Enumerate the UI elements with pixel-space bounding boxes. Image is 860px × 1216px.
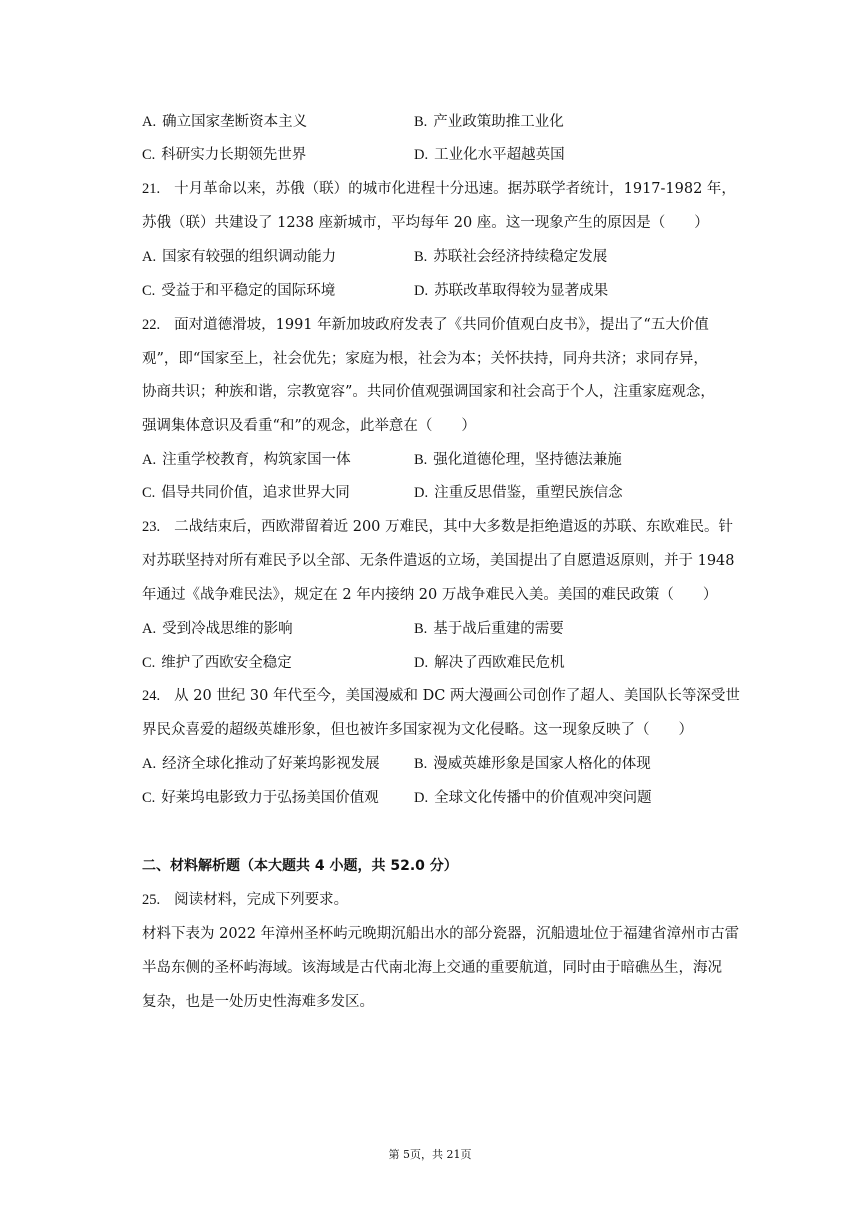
q21-option-d[interactable]: D. 苏联改革取得较为显著成果: [414, 283, 609, 299]
q21-options-row-1: [142, 247, 762, 267]
q24-option-d[interactable]: D. 全球文化传播中的价值观冲突问题: [414, 790, 652, 806]
q23-options-row-1: [142, 619, 762, 639]
q24-option-c[interactable]: C. 好莱坞电影致力于弘扬美国价值观: [142, 790, 379, 806]
q25-material-line-3: 复杂，也是一处历史性海难多发区。: [142, 994, 374, 1010]
q24-option-a[interactable]: A. 经济全球化推动了好莱坞影视发展: [142, 756, 380, 772]
q21-option-b[interactable]: B. 苏联社会经济持续稳定发展: [414, 249, 608, 265]
q23-options-row-2: [142, 653, 762, 673]
q25-material-line-2: 半岛东侧的圣杯屿海域。该海域是古代南北海上交通的重要航道，同时由于暗礁丛生，海况: [142, 960, 722, 976]
q22-option-c[interactable]: C. 倡导共同价值，追求世界大同: [142, 485, 350, 501]
q22-stem-line-1: 22. 面对道德滑坡，1991 年新加坡政府发表了《共同价值观白皮书》，提出了“五大价值: [142, 317, 709, 333]
q22-option-b[interactable]: B. 强化道德伦理，坚持德法兼施: [414, 452, 622, 468]
q23-option-c[interactable]: C. 维护了西欧安全稳定: [142, 655, 292, 671]
q23-option-b[interactable]: B. 基于战后重建的需要: [414, 621, 564, 637]
section-title: 二、材料解析题（本大题共 4 小题，共 52.0 分）: [142, 858, 458, 874]
q23-stem-line-3: 年通过《战争难民法》，规定在 2 年内接纳 20 万战争难民入美。美国的难民政策（ ）: [142, 587, 718, 603]
q23-option-d[interactable]: D. 解决了西欧难民危机: [414, 655, 565, 671]
q22-options-row-2: [142, 483, 762, 503]
q22-stem-line-4: 强调集体意识及看重“和”的观念，此举意在（ ）: [142, 418, 476, 434]
q21-stem-line-1: 21. 十月革命以来，苏俄（联）的城市化进程十分迅速。据苏联学者统计，1917-1982 年，: [142, 181, 736, 197]
q22-number: 22.: [142, 317, 161, 333]
q21-stem-line-2: 苏俄（联）共建设了 1238 座新城市，平均每年 20 座。这一现象产生的原因是（ ）: [142, 215, 709, 231]
q20-options-row-1: [142, 112, 762, 132]
q23-stem-line-1: 23. 二战结束后，西欧滞留着近 200 万难民，其中大多数是拒绝遣返的苏联、东欧难民。针: [142, 519, 734, 535]
q22-option-d[interactable]: D. 注重反思借鉴，重塑民族信念: [414, 485, 623, 501]
q24-stem-line-2: 界民众喜爱的超级英雄形象，但也被许多国家视为文化侵略。这一现象反映了（ ）: [142, 722, 693, 738]
q20-option-c[interactable]: C. 科研实力长期领先世界: [142, 147, 307, 163]
q23-stem-line-2: 对苏联坚持对所有难民予以全部、无条件遣返的立场，美国提出了自愿遣返原则，并于 1948: [142, 553, 735, 569]
page-footer: 第 5页，共 21页: [388, 1148, 472, 1161]
q24-number: 24.: [142, 688, 161, 704]
q20-option-a[interactable]: A. 确立国家垄断资本主义: [142, 114, 308, 130]
q25-material-line-1: 材料下表为 2022 年漳州圣杯屿元晚期沉船出水的部分瓷器，沉船遗址位于福建省漳州市古雷: [142, 926, 740, 942]
q22-options-row-1: [142, 450, 762, 470]
q24-options-row-1: [142, 754, 762, 774]
q24-stem-line-1: 24. 从 20 世纪 30 年代至今，美国漫威和 DC 两大漫画公司创作了超人、美国队长等深受世: [142, 688, 740, 704]
q22-option-a[interactable]: A. 注重学校教育，构筑家国一体: [142, 452, 351, 468]
q23-number: 23.: [142, 519, 161, 535]
q25-stem-line-1: 25. 阅读材料，完成下列要求。: [142, 892, 349, 908]
q21-option-a[interactable]: A. 国家有较强的组织调动能力: [142, 249, 337, 265]
q22-stem-line-3: 协商共识；种族和谐，宗教宽容”。共同价值观强调国家和社会高于个人，注重家庭观念，: [142, 384, 715, 400]
q22-stem-line-2: 观”，即“国家至上，社会优先；家庭为根，社会为本；关怀扶持，同舟共济；求同存异，: [142, 351, 708, 367]
q20-option-b[interactable]: B. 产业政策助推工业化: [414, 114, 564, 130]
q20-options-row-2: [142, 145, 762, 165]
q20-option-d[interactable]: D. 工业化水平超越英国: [414, 147, 565, 163]
q23-option-a[interactable]: A. 受到冷战思维的影响: [142, 621, 293, 637]
q21-options-row-2: [142, 281, 762, 301]
q21-option-c[interactable]: C. 受益于和平稳定的国际环境: [142, 283, 336, 299]
q24-options-row-2: [142, 788, 762, 808]
q24-option-b[interactable]: B. 漫威英雄形象是国家人格化的体现: [414, 756, 651, 772]
q21-number: 21.: [142, 181, 161, 197]
q25-number: 25.: [142, 892, 161, 908]
